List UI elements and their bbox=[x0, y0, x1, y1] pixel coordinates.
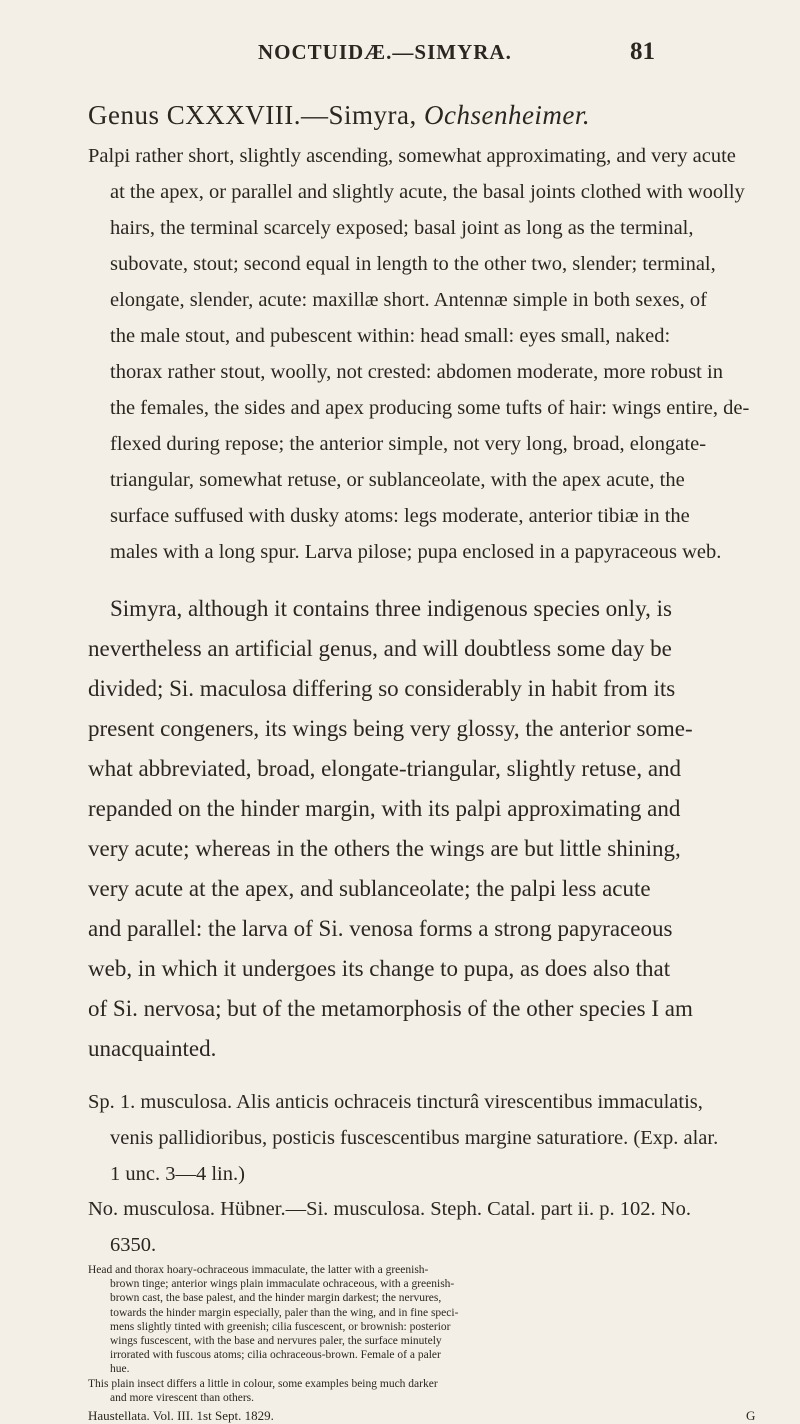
species-synonymy-line: No. musculosa. Hübner.—Si. musculosa. Steph. Catal. part ii. p. 102. No. bbox=[88, 1198, 691, 1220]
text-line: very acute; whereas in the others the wings are but little shining, bbox=[88, 836, 681, 861]
text-line: web, in which it undergoes its change to pupa, as does also that bbox=[88, 956, 671, 981]
text-line: irrorated with fuscous atoms; cilia ochraceous-brown. Female of a paler bbox=[110, 1349, 441, 1362]
text-line: unacquainted. bbox=[88, 1036, 217, 1061]
text-line: the females, the sides and apex producing some tufts of hair: wings entire, de- bbox=[110, 397, 750, 419]
text-line: surface suffused with dusky atoms: legs moderate, anterior tibiæ in the bbox=[110, 505, 690, 527]
text-line: Palpi rather short, slightly ascending, somewhat approximating, and very acute bbox=[88, 145, 736, 167]
running-title: NOCTUIDÆ.—SIMYRA. bbox=[258, 40, 512, 64]
signature-mark: G bbox=[746, 1408, 756, 1423]
text-line: elongate, slender, acute: maxillæ short. Antennæ simple in both sexes, of bbox=[110, 289, 707, 311]
text-line: towards the hinder margin especially, paler than the wing, and in fine speci- bbox=[110, 1306, 459, 1319]
text-line: very acute at the apex, and sublanceolate; the palpi less acute bbox=[88, 876, 651, 901]
text-line: hairs, the terminal scarcely exposed; basal joint as long as the terminal, bbox=[110, 217, 694, 239]
text-line: males with a long spur. Larva pilose; pupa enclosed in a papyraceous web. bbox=[110, 541, 722, 563]
species-diagnosis-line: Sp. 1. musculosa. Alis anticis ochraceis tincturâ virescentibus immaculatis, bbox=[88, 1091, 703, 1113]
text-line: triangular, somewhat retuse, or sublanceolate, with the apex acute, the bbox=[110, 469, 685, 491]
genus-title: Genus CXXXVIII.—Simyra, bbox=[88, 100, 417, 130]
text-line: brown cast, the base palest, and the hinder margin darkest; the nervures, bbox=[110, 1292, 442, 1305]
text-line: what abbreviated, broad, elongate-triangular, slightly retuse, and bbox=[88, 756, 682, 781]
text-line: This plain insect differs a little in colour, some examples being much darker bbox=[88, 1377, 438, 1390]
text-line: and parallel: the larva of Si. venosa forms a strong papyraceous bbox=[88, 916, 673, 941]
text-line: subovate, stout; second equal in length to the other two, slender; terminal, bbox=[110, 253, 716, 275]
text-line: nevertheless an artificial genus, and will doubtless some day be bbox=[88, 636, 672, 661]
text-line: hue. bbox=[110, 1363, 130, 1376]
genus-heading bbox=[88, 100, 788, 131]
text-line: Simyra, although it contains three indigenous species only, is bbox=[110, 596, 672, 621]
text-line: wings fuscescent, with the base and nervures paler, the surface minutely bbox=[110, 1335, 442, 1347]
text-line: and more virescent than others. bbox=[110, 1391, 255, 1404]
text-line: Head and thorax hoary-ochraceous immaculate, the latter with a greenish- bbox=[88, 1264, 429, 1276]
text-line: mens slightly tinted with greenish; cilia fuscescent, or brownish: posterior bbox=[110, 1320, 451, 1333]
page-number: 81 bbox=[630, 38, 655, 65]
page-header bbox=[0, 40, 800, 70]
text-line: at the apex, or parallel and slightly acute, the basal joints clothed with woolly bbox=[110, 181, 745, 203]
footer-imprint: Haustellata. Vol. III. 1st Sept. 1829. bbox=[88, 1408, 274, 1423]
text-line: flexed during repose; the anterior simple, not very long, broad, elongate- bbox=[110, 433, 707, 455]
species-diagnosis-line: 1 unc. 3—4 lin.) bbox=[110, 1163, 245, 1185]
text-line: divided; Si. maculosa differing so considerably in habit from its bbox=[88, 676, 676, 701]
text-line: present congeners, its wings being very glossy, the anterior some- bbox=[88, 716, 693, 741]
species-diagnosis-line: venis pallidioribus, posticis fuscescentibus margine saturatiore. (Exp. alar. bbox=[110, 1127, 719, 1149]
text-line: brown tinge; anterior wings plain immaculate ochraceous, with a greenish- bbox=[110, 1278, 455, 1291]
text-line: thorax rather stout, woolly, not crested: abdomen moderate, more robust in bbox=[110, 361, 723, 383]
text-line: of Si. nervosa; but of the metamorphosis of the other species I am bbox=[88, 996, 693, 1021]
species-synonymy-line: 6350. bbox=[110, 1234, 157, 1256]
text-line: the male stout, and pubescent within: head small: eyes small, naked: bbox=[110, 325, 671, 347]
genus-author: Ochsenheimer. bbox=[423, 100, 591, 130]
text-line: repanded on the hinder margin, with its palpi approximating and bbox=[88, 796, 681, 821]
